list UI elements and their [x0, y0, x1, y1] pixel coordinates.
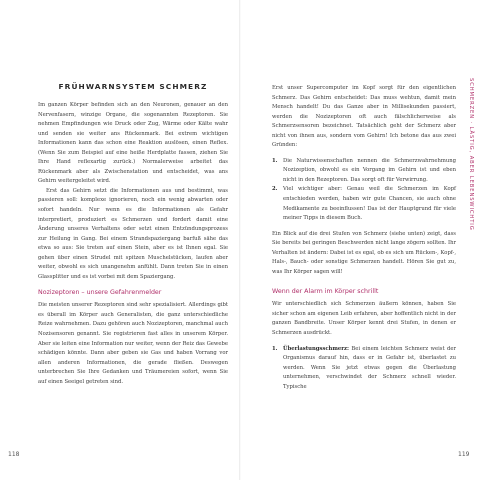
left-column	[38, 101, 228, 387]
list-number: 2.	[272, 186, 278, 193]
numbered-list	[272, 157, 456, 224]
subheading: Nozizeptoren – unsere Gefahrenmelder	[38, 289, 162, 297]
list-item	[272, 157, 456, 186]
list-number: 1.	[272, 157, 278, 164]
paragraph: Wir unterschiedlich sich Schmerzen äußern können, haben Sie sicher schon am eigenen Leib erfahren, aber hoffentlich nicht in der ganzen Bandbreite. Unser Körper kennt drei Stufen, in denen er Schmerzen ausdrückt.	[272, 301, 456, 337]
page-number: 118	[8, 451, 20, 458]
paragraph: Die meisten unserer Rezeptoren sind sehr spezialisiert. Allerdings gibt es überall im Körper auch Generalisten, die ganz unterschiedliche Reize wahrnehmen. Dazu gehören auch Nozizeptoren, manchmal auch Nozisensoren genannt. Sie registrieren fast alles in unserem Körper. Aber sie leiten eine Information nur weiter, wenn der Reiz das Gewebe schädigen könnte. Dann aber geben sie Gas und haben Vorrang vor allen anderen Informationen, die gerade fließen. Deswegen unterbrechen Sie Ihre Gedanken und Träumereien sofort, wenn Sie auf einen Seeigel getreten sind.	[38, 302, 228, 385]
paragraph: Erst unser Supercomputer im Kopf sorgt für den eigentlichen Schmerz. Das Gehirn entscheidet: Das muss wehtun, damit mein Mensch handelt! Du das Ganze aber in Millisekunden passiert, werden die Nozizeptoren oft auch fälschlicherweise als Schmerzsensoren bezeichnet. Tatsächlich geht der Schmerz aber nicht von ihnen aus, sondern vom Gehirn! Ich betone das aus zwei Gründen:	[272, 85, 456, 149]
right-column	[272, 84, 456, 398]
list-text: Die Naturwissenschaften nennen die Schmerzwahrnehmung Nozizeption, obwohl es ein Vorgang im Gehirn ist und eben nicht in den Rezeptoren. Das sorgt oft für Verwirrung.	[283, 157, 456, 183]
chapter-side-tab: SCHMERZEN · LÄSTIG, ABER LEBENSWICHTIG	[468, 78, 474, 231]
subheading: Wenn der Alarm im Körper schrillt	[272, 288, 379, 296]
paragraph: Erst das Gehirn setzt die Informationen aus und bestimmt, was passieren soll: komplexe ignorieren, noch ein wenig abwarten oder sofort handeln. Nur wenn es die Informationen als Gefahr interpretiert, produziert es Schmerzen und fordert damit eine Änderung unseres Verhaltens oder setzt einen Entzündungsprozess zur Heilung in Gang. Bei einem Strandspaziergang barfuß sähe das etwa so aus: Sie treten auf einen Stein, aber es ist Ihnen egal. Sie gehen über einen Strudel mit spitzen Muschelstücken, laufen aber weiter, obwohl es sich unangenehm anfühlt. Dann treten Sie in einen Glassplitter und es ist vorbei mit dem Spaziergang.	[38, 187, 228, 280]
list-number: 1.	[272, 345, 278, 352]
paragraph: Ein Blick auf die drei Stufen von Schmerz (siehe unten) zeigt, dass Sie bereits bei geringen Beschwerden nicht lange zögern sollten. Ihr Verhalten ist ändern: Dabei ist es egal, ob es sich um Rücken-, Kopf-, Hals-, Bauch- oder sonstige Schmerzen handelt. Hören Sie gut zu, was Ihr Körper sagen will!	[272, 230, 456, 275]
section-heading: FRÜHWARNSYSTEM SCHMERZ	[58, 82, 208, 91]
list-term: Überlastungsschmerz:	[283, 345, 349, 352]
list-text: Bei einem leichten Schmerz weist der Organismus darauf hin, dass er in Gefahr ist, überlastet zu werden. Wenn Sie jetzt etwas gegen die Überlastung unternehmen, verschwindet der Schmerz schnell wieder. Typische	[283, 345, 456, 390]
list-item	[272, 185, 456, 223]
page-number: 119	[458, 451, 470, 458]
list-item	[272, 345, 456, 393]
paragraph: Im ganzen Körper befinden sich an den Neuronen, genauer an den Nervenfasern, winzige Organe, die sogenannten Rezeptoren. Sie nehmen Empfindungen wie Druck oder Zug, Wärme oder Kälte wahr und senden sie weiter ans Rückenmark. Bei extrem wichtigen Informationen kann das schon eine Reaktion auslösen, einen Reflex. (Wenn Sie zum Beispiel auf eine heiße Herdplatte fassen, ziehen Sie Ihre Hand reflexartig zurück.) Normalerweise arbeitet das Rückenmark aber als Zwischenstation und entscheidet, was ans Gehirn weitergeleitet wird.	[38, 102, 228, 185]
numbered-list	[272, 345, 456, 393]
list-text: Viel wichtiger aber: Genau weil die Schmerzen im Kopf entschieden werden, haben wir gute Chancen, sie auch ohne Medikamente zu beeinflussen! Das ist der Hauptgrund für viele meiner Tipps in diesem Buch.	[283, 186, 456, 222]
